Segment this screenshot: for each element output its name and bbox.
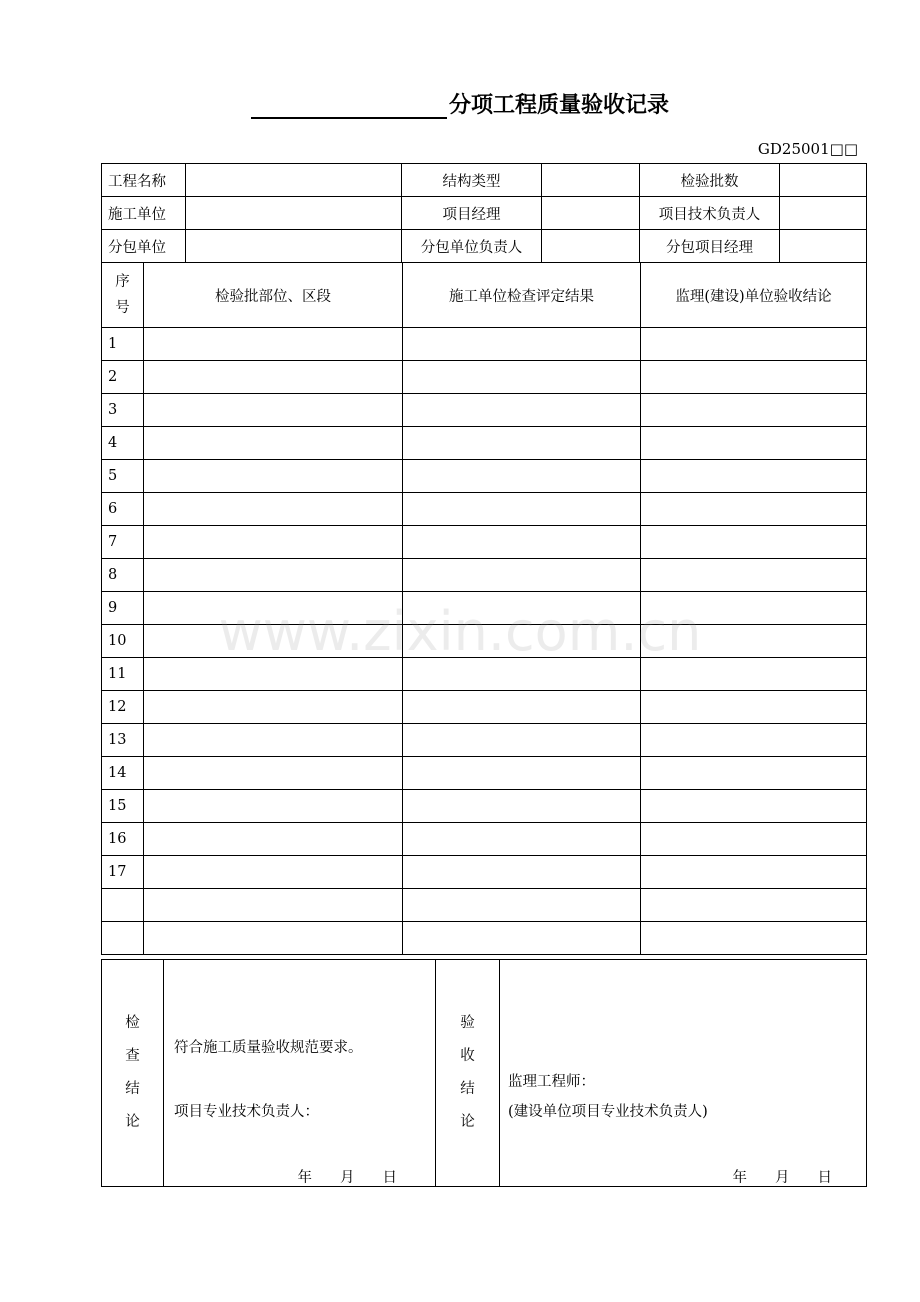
row-supervise-result-cell[interactable]	[641, 625, 867, 658]
table-row	[102, 394, 867, 427]
accept-conclusion-label	[436, 960, 500, 1187]
row-construct-result-cell[interactable]	[403, 592, 641, 625]
row-construct-result-cell[interactable]	[403, 328, 641, 361]
row-part-cell[interactable]	[144, 922, 403, 955]
row-part-cell[interactable]	[144, 361, 403, 394]
row-supervise-result-cell[interactable]	[641, 592, 867, 625]
row-supervise-result-cell[interactable]	[641, 328, 867, 361]
row-construct-result-cell[interactable]	[403, 724, 641, 757]
tech-lead-label: 项目技术负责人	[640, 197, 780, 230]
structure-type-field[interactable]	[542, 164, 640, 197]
title-wrap	[251, 88, 669, 119]
row-construct-result-cell[interactable]	[403, 790, 641, 823]
title-text: 分项工程质量验收记录	[448, 93, 669, 118]
row-part-cell[interactable]	[144, 427, 403, 460]
row-part-cell[interactable]	[144, 658, 403, 691]
seq-header-bottom: 号	[115, 300, 130, 316]
info-row	[102, 197, 867, 230]
accept-label-char: 论	[460, 1114, 475, 1130]
title-blank-line[interactable]	[251, 91, 447, 119]
table-row	[102, 460, 867, 493]
row-part-cell[interactable]	[144, 856, 403, 889]
check-conclusion-text: 符合施工质量验收规范要求。	[174, 1040, 363, 1056]
row-part-cell[interactable]	[144, 559, 403, 592]
row-seq: 12	[102, 691, 144, 724]
row-supervise-result-cell[interactable]	[641, 889, 867, 922]
seq-header-top: 序	[115, 274, 130, 290]
row-part-cell[interactable]	[144, 724, 403, 757]
row-construct-result-cell[interactable]	[403, 922, 641, 955]
check-date	[298, 1166, 398, 1187]
row-supervise-result-cell[interactable]	[641, 559, 867, 592]
table-row	[102, 691, 867, 724]
row-construct-result-cell[interactable]	[403, 559, 641, 592]
row-seq: 17	[102, 856, 144, 889]
row-seq	[102, 922, 144, 955]
row-supervise-result-cell[interactable]	[641, 658, 867, 691]
row-part-cell[interactable]	[144, 823, 403, 856]
row-part-cell[interactable]	[144, 757, 403, 790]
subcontractor-field[interactable]	[186, 230, 402, 263]
batch-count-label: 检验批数	[640, 164, 780, 197]
table-row	[102, 328, 867, 361]
row-part-cell[interactable]	[144, 691, 403, 724]
supervise-result-header: 监理(建设)单位验收结论	[641, 263, 867, 328]
project-name-field[interactable]	[186, 164, 402, 197]
table-row	[102, 493, 867, 526]
accept-label-char: 收	[460, 1048, 475, 1064]
subcontractor-label: 分包单位	[102, 230, 186, 263]
table-row	[102, 790, 867, 823]
row-construct-result-cell[interactable]	[403, 658, 641, 691]
row-supervise-result-cell[interactable]	[641, 724, 867, 757]
batch-count-field[interactable]	[780, 164, 867, 197]
tech-lead-field[interactable]	[780, 197, 867, 230]
subcontractor-lead-label: 分包单位负责人	[402, 230, 542, 263]
row-seq: 7	[102, 526, 144, 559]
row-seq: 5	[102, 460, 144, 493]
row-construct-result-cell[interactable]	[403, 493, 641, 526]
row-seq: 13	[102, 724, 144, 757]
row-construct-result-cell[interactable]	[403, 856, 641, 889]
row-supervise-result-cell[interactable]	[641, 790, 867, 823]
check-month: 月	[340, 1170, 355, 1186]
construct-result-header: 施工单位检查评定结果	[403, 263, 641, 328]
row-seq: 8	[102, 559, 144, 592]
supervisor-label: 监理工程师：	[508, 1074, 595, 1090]
row-part-cell[interactable]	[144, 328, 403, 361]
conclusion-table	[101, 959, 867, 1187]
row-part-cell[interactable]	[144, 790, 403, 823]
row-construct-result-cell[interactable]	[403, 889, 641, 922]
row-construct-result-cell[interactable]	[403, 526, 641, 559]
check-signer-label: 项目专业技术负责人：	[174, 1104, 319, 1120]
accept-date	[733, 1166, 833, 1187]
check-year: 年	[297, 1170, 312, 1186]
row-seq: 11	[102, 658, 144, 691]
construction-unit-label: 施工单位	[102, 197, 186, 230]
accept-day: 日	[817, 1170, 832, 1186]
table-row	[102, 757, 867, 790]
batch-table	[101, 262, 867, 955]
check-label-char: 检	[125, 1015, 140, 1031]
table-row	[102, 526, 867, 559]
check-label-char: 结	[125, 1081, 140, 1097]
project-manager-label: 项目经理	[402, 197, 542, 230]
row-part-cell[interactable]	[144, 493, 403, 526]
row-supervise-result-cell[interactable]	[641, 394, 867, 427]
row-seq: 9	[102, 592, 144, 625]
accept-month: 月	[775, 1170, 790, 1186]
owner-tech-lead-label: (建设单位项目专业技术负责人)	[508, 1104, 708, 1120]
row-seq	[102, 889, 144, 922]
row-part-cell[interactable]	[144, 460, 403, 493]
batch-header-row	[102, 263, 867, 328]
info-table	[101, 163, 867, 263]
row-supervise-result-cell[interactable]	[641, 493, 867, 526]
info-row	[102, 164, 867, 197]
table-row	[102, 625, 867, 658]
row-part-cell[interactable]	[144, 394, 403, 427]
table-row	[102, 889, 867, 922]
row-seq: 4	[102, 427, 144, 460]
row-supervise-result-cell[interactable]	[641, 823, 867, 856]
table-row	[102, 823, 867, 856]
row-seq: 14	[102, 757, 144, 790]
table-row	[102, 559, 867, 592]
page-title	[0, 88, 920, 119]
table-row	[102, 427, 867, 460]
row-seq: 1	[102, 328, 144, 361]
check-conclusion-cell[interactable]	[164, 960, 436, 1187]
conclusion-row	[102, 960, 867, 1187]
row-construct-result-cell[interactable]	[403, 757, 641, 790]
row-seq: 2	[102, 361, 144, 394]
check-label-char: 查	[125, 1048, 140, 1064]
row-seq: 15	[102, 790, 144, 823]
check-label-char: 论	[125, 1114, 140, 1130]
row-seq: 6	[102, 493, 144, 526]
table-row	[102, 361, 867, 394]
row-construct-result-cell[interactable]	[403, 394, 641, 427]
row-supervise-result-cell[interactable]	[641, 691, 867, 724]
subcontract-manager-label: 分包项目经理	[640, 230, 780, 263]
part-header: 检验批部位、区段	[144, 263, 403, 328]
table-row	[102, 922, 867, 955]
row-supervise-result-cell[interactable]	[641, 856, 867, 889]
accept-year: 年	[732, 1170, 747, 1186]
row-construct-result-cell[interactable]	[403, 691, 641, 724]
check-day: 日	[382, 1170, 397, 1186]
row-supervise-result-cell[interactable]	[641, 460, 867, 493]
row-construct-result-cell[interactable]	[403, 361, 641, 394]
seq-header	[102, 263, 144, 328]
row-supervise-result-cell[interactable]	[641, 361, 867, 394]
subcontractor-lead-field[interactable]	[542, 230, 640, 263]
row-part-cell[interactable]	[144, 889, 403, 922]
row-construct-result-cell[interactable]	[403, 625, 641, 658]
accept-conclusion-cell[interactable]	[500, 960, 867, 1187]
row-seq: 3	[102, 394, 144, 427]
accept-label-char: 验	[460, 1015, 475, 1031]
accept-label-char: 结	[460, 1081, 475, 1097]
form-code: GD25001□□	[757, 140, 858, 158]
batch-rows	[102, 328, 867, 955]
table-row	[102, 592, 867, 625]
row-part-cell[interactable]	[144, 526, 403, 559]
row-part-cell[interactable]	[144, 592, 403, 625]
table-row	[102, 724, 867, 757]
row-supervise-result-cell[interactable]	[641, 757, 867, 790]
subcontract-manager-field[interactable]	[780, 230, 867, 263]
project-name-label: 工程名称	[102, 164, 186, 197]
structure-type-label: 结构类型	[402, 164, 542, 197]
row-supervise-result-cell[interactable]	[641, 427, 867, 460]
row-construct-result-cell[interactable]	[403, 427, 641, 460]
table-row	[102, 658, 867, 691]
construction-unit-field[interactable]	[186, 197, 402, 230]
row-part-cell[interactable]	[144, 625, 403, 658]
row-supervise-result-cell[interactable]	[641, 922, 867, 955]
row-construct-result-cell[interactable]	[403, 823, 641, 856]
table-row	[102, 856, 867, 889]
row-seq: 16	[102, 823, 144, 856]
info-row	[102, 230, 867, 263]
row-construct-result-cell[interactable]	[403, 460, 641, 493]
watermark: www.zixin.com.cn	[218, 600, 702, 663]
check-conclusion-label	[102, 960, 164, 1187]
project-manager-field[interactable]	[542, 197, 640, 230]
row-supervise-result-cell[interactable]	[641, 526, 867, 559]
row-seq: 10	[102, 625, 144, 658]
